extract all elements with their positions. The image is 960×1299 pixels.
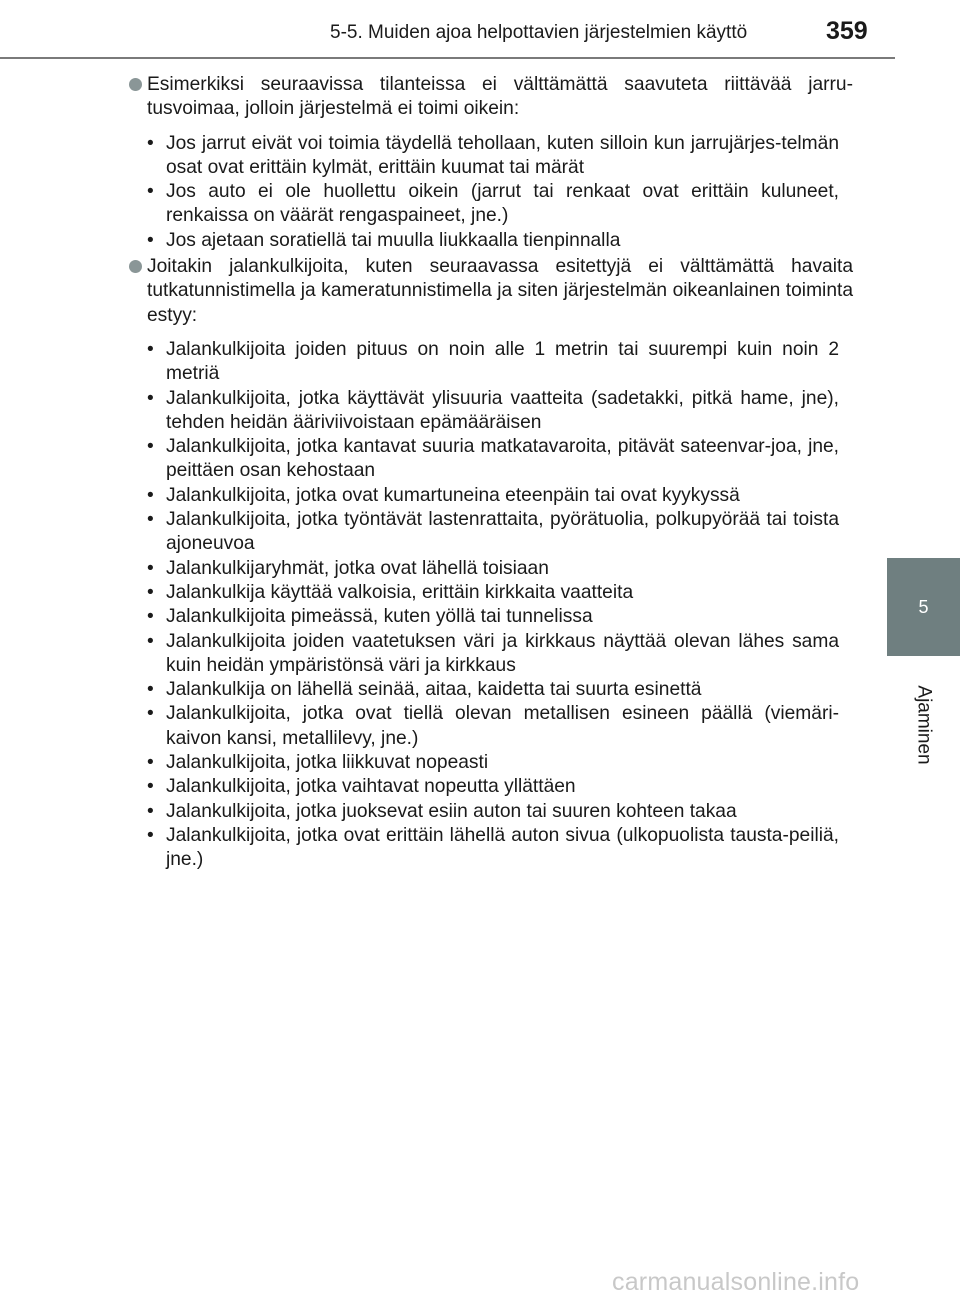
list-item-text: Jos auto ei ole huollettu oikein (jarrut tai renkaat ovat erittäin kuluneet, renkaissa on väärät rengaspaineet, jne.) bbox=[166, 181, 839, 227]
list-item-text: Jalankulkijoita, jotka juoksevat esiin auton tai suuren kohteen takaa bbox=[166, 800, 737, 822]
list-item-text: Jalankulkijoita, jotka kantavat suuria matkatavaroita, pitävät sateenvar-joa, jne, peittäen osan kehostaan bbox=[166, 436, 839, 482]
page-number: 359 bbox=[826, 17, 868, 45]
list-item bbox=[129, 180, 853, 229]
bullet-icon: • bbox=[147, 181, 154, 203]
list-item bbox=[129, 751, 853, 775]
header-divider bbox=[0, 57, 895, 59]
list-item bbox=[129, 557, 853, 581]
bullet-icon: • bbox=[147, 630, 154, 652]
bullet-icon: • bbox=[147, 557, 154, 579]
bullet-icon: • bbox=[147, 229, 154, 251]
list-item bbox=[129, 702, 853, 751]
list-item-text: Jalankulkijoita, jotka ovat tiellä olevan metallisen esineen päällä (viemäri-kaivon kansi, metallilevy, jne.) bbox=[166, 703, 839, 749]
list-item-text: Jalankulkijaryhmät, jotka ovat lähellä toisiaan bbox=[166, 557, 549, 579]
list-item bbox=[129, 605, 853, 629]
section-bullet-icon bbox=[129, 260, 142, 273]
chapter-tab-label: Ajaminen bbox=[913, 685, 935, 765]
chapter-tab-number: 5 bbox=[887, 558, 960, 656]
list-item bbox=[129, 824, 853, 873]
bullet-icon: • bbox=[147, 484, 154, 506]
bullet-icon: • bbox=[147, 581, 154, 603]
list-item-text: Jalankulkijoita pimeässä, kuten yöllä tai tunnelissa bbox=[166, 606, 593, 628]
list-item-text: Jalankulkijoita, jotka liikkuvat nopeasti bbox=[166, 752, 489, 774]
list-item-text: Jalankulkija käyttää valkoisia, erittäin kirkkaita vaatteita bbox=[166, 581, 634, 603]
bullet-icon: • bbox=[147, 387, 154, 409]
section-text: Esimerkiksi seuraavissa tilanteissa ei välttämättä saavuteta riittävää jarru-tusvoimaa, jolloin järjestelmä ei toimi oikein: bbox=[147, 74, 853, 120]
list-item-text: Jalankulkijoita joiden pituus on noin alle 1 metrin tai suurempi kuin noin 2 metriä bbox=[166, 338, 839, 385]
list-item-text: Jalankulkijoita, jotka käyttävät ylisuuria vaatteita (sadetakki, pitkä hame, jne), tehden heidän ääriviivoistaan epämääräisen bbox=[166, 387, 839, 433]
list-item bbox=[129, 132, 853, 181]
list-item bbox=[129, 387, 853, 436]
bullet-icon: • bbox=[147, 824, 154, 846]
bullet-icon: • bbox=[147, 776, 154, 798]
bullet-icon: • bbox=[147, 509, 154, 531]
list-item-text: Jalankulkijoita, jotka vaihtavat nopeutta yllättäen bbox=[166, 776, 576, 798]
list-item-text: Jalankulkijoita joiden vaatetuksen väri ja kirkkaus näyttää olevan lähes sama kuin heidän ympäristönsä väri ja kirkkaus bbox=[166, 630, 839, 676]
section-text: Joitakin jalankulkijoita, kuten seuraavassa esitettyjä ei välttämättä havaita tutkatunnistimella ja kameratunnistimella ja siten järjestelmän oikeanlainen toiminta estyy: bbox=[147, 256, 853, 326]
list-item-text: Jos jarrut eivät voi toimia täydellä tehollaan, kuten silloin kun jarrujärjes-telmän osat ovat erittäin kylmät, erittäin kuumat tai märät bbox=[166, 132, 839, 178]
bullet-icon: • bbox=[147, 679, 154, 701]
chapter-tab-label-container bbox=[887, 660, 960, 790]
list-item bbox=[129, 775, 853, 799]
section-paragraph bbox=[129, 255, 853, 328]
list-item-text: Jalankulkija on lähellä seinää, aitaa, kaidetta tai suurta esinettä bbox=[166, 679, 702, 701]
list-item bbox=[129, 581, 853, 605]
bullet-icon: • bbox=[147, 132, 154, 154]
bullet-icon: • bbox=[147, 338, 154, 360]
list-item bbox=[129, 435, 853, 484]
list-item bbox=[129, 484, 853, 508]
list-item-text: Jos ajetaan soratiellä tai muulla liukkaalla tienpinnalla bbox=[166, 229, 621, 251]
list-item bbox=[129, 338, 853, 387]
list-item bbox=[129, 508, 853, 557]
section-bullet-icon bbox=[129, 78, 142, 91]
list-item bbox=[129, 229, 853, 253]
bullet-icon: • bbox=[147, 752, 154, 774]
list-item bbox=[129, 630, 853, 679]
list-item-text: Jalankulkijoita, jotka ovat erittäin lähellä auton sivua (ulkopuolista tausta-peiliä, jne.) bbox=[166, 824, 839, 871]
section-paragraph bbox=[129, 73, 853, 122]
page-content bbox=[129, 73, 853, 873]
list-item bbox=[129, 678, 853, 702]
pedestrian-list bbox=[129, 338, 853, 873]
list-item-text: Jalankulkijoita, jotka työntävät lastenrattaita, pyörätuolia, polkupyörää tai toista ajoneuvoa bbox=[166, 509, 839, 555]
bullet-icon: • bbox=[147, 703, 154, 725]
watermark: carmanualsonline.info bbox=[612, 1268, 860, 1296]
bullet-icon: • bbox=[147, 606, 154, 628]
bullet-icon: • bbox=[147, 436, 154, 458]
condition-list bbox=[129, 132, 853, 253]
section-header-title: 5-5. Muiden ajoa helpottavien järjestelmien käyttö bbox=[330, 22, 748, 43]
bullet-icon: • bbox=[147, 800, 154, 822]
list-item-text: Jalankulkijoita, jotka ovat kumartuneina eteenpäin tai ovat kyykyssä bbox=[166, 484, 740, 506]
list-item bbox=[129, 800, 853, 824]
